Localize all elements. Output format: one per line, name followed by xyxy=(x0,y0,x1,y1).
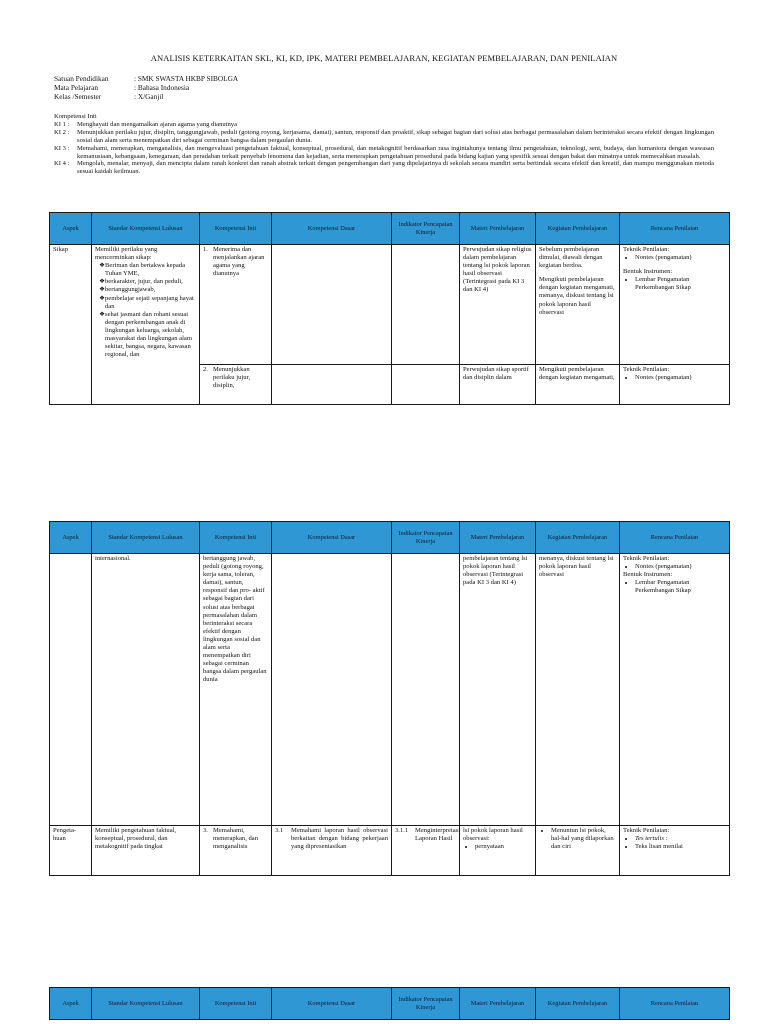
col-header-materi: Materi Pembelajaran xyxy=(460,988,536,1020)
cell-kegiatan: menanya, diskusi tentang lsi pokok laporan hasil observasi xyxy=(536,554,620,826)
col-header-ki: Kompetensi Inti xyxy=(200,213,272,245)
col-header-ipk: Indikator Pencapaian Kinerja xyxy=(392,213,460,245)
col-header-kegiatan: Kegiatan Pembelajaran xyxy=(536,213,620,245)
cell-kd xyxy=(272,365,392,405)
penilaian-list xyxy=(623,563,726,571)
ki-code: KI 2 : xyxy=(54,128,70,136)
col-header-skl: Standar Kompetensi Lulusan xyxy=(92,522,200,554)
col-header-aspek: Aspek xyxy=(50,988,92,1020)
cell-aspek: Sikap xyxy=(50,245,92,405)
ki-row xyxy=(54,129,714,145)
meta-label: Kelas /Semester xyxy=(54,92,102,101)
list-item: • pernyataan xyxy=(475,843,532,851)
meta-label: Satuan Pendidikan xyxy=(54,74,109,83)
list-item: • Menuntun lsi pokok, hal-hal yang dilaporkan dan ciri xyxy=(551,827,616,851)
col-header-ipk: Indikator Pencapaian Kinerja xyxy=(392,988,460,1020)
list-item: ❖ berkarakter, jujur, dan peduli, xyxy=(105,278,196,286)
ki-code: KI 1 : xyxy=(54,120,70,128)
ki-text: Menghayati dan mengamalkan ajaran agama yang dianutnya xyxy=(77,120,238,128)
penilaian-label: Teknik Penilaian: xyxy=(623,555,670,562)
cell-kd xyxy=(272,826,392,876)
cell-materi xyxy=(460,826,536,876)
col-header-aspek: Aspek xyxy=(50,522,92,554)
list-item: ❖ Beriman dan bertakwa kepada Tuhan YME, xyxy=(105,262,196,278)
ki-text: Menunjukkan perilaku jujur, disiplin, tanggungjawab, peduli (gotong royong, kerjasama, damai), santun, responsif dan proaktif, sikap sebagai bagian dari solusi atas berbagai permasalahan dalam berinteraksi secara efektif dengan lingkungan sosial dan alam serta menempatkan diri sebagai cerminan bangsa dalam pergaulan dunia. xyxy=(77,128,714,144)
table-row xyxy=(50,245,730,365)
col-header-penilaian: Rencana Penilaian xyxy=(620,213,730,245)
table-row xyxy=(50,826,730,876)
list-item: • Lembar Pengamatan Perkembangan Sikap xyxy=(635,276,726,292)
list-item: • Nontes (pengamatan) xyxy=(635,563,726,571)
penilaian-label: Bentuk Instrumen: xyxy=(623,571,673,579)
materi-list xyxy=(463,843,532,851)
list-item: ❖ bertanggungjawab, xyxy=(105,286,196,294)
cell-aspek: Pengeta-huan xyxy=(50,826,92,876)
table-header-row xyxy=(50,988,730,1020)
ki-heading: Kompetensi Inti xyxy=(54,113,97,120)
table-header-row xyxy=(50,522,730,554)
ki-row xyxy=(54,160,714,176)
ki-code: KI 4 : xyxy=(54,160,70,168)
cell-skl: internasional. xyxy=(92,554,200,826)
cell-kd xyxy=(272,245,392,365)
cell-ipk xyxy=(392,245,460,365)
penilaian-list xyxy=(623,835,726,851)
col-header-kegiatan: Kegiatan Pembelajaran xyxy=(536,988,620,1020)
meta-row xyxy=(54,83,238,92)
meta-row xyxy=(54,92,238,101)
col-header-materi: Materi Pembelajaran xyxy=(460,522,536,554)
meta-value: : X/Ganjil xyxy=(134,92,164,101)
cell-ki xyxy=(200,245,272,365)
penilaian-list xyxy=(623,374,726,382)
penilaian-label: Teknik Penilaian: xyxy=(623,827,670,834)
ki-text: Memahami, menerapkan, dan menganalisis xyxy=(213,827,259,851)
table-header-row xyxy=(50,213,730,245)
skl-intro: Memiliki perilaku yang mencerminkan sikap: xyxy=(95,246,158,262)
ki-code: KI 3 : xyxy=(54,144,70,152)
cell-ipk xyxy=(392,365,460,405)
col-header-penilaian: Rencana Penilaian xyxy=(620,988,730,1020)
col-header-kegiatan: Kegiatan Pembelajaran xyxy=(536,522,620,554)
list-item: • Lembar Pengamatan Perkembangan Sikap xyxy=(635,579,726,595)
col-header-skl: Standar Kompetensi Lulusan xyxy=(92,988,200,1020)
cell-ki xyxy=(200,826,272,876)
meta-label: Mata Pelajaran xyxy=(54,83,98,92)
cell-materi: Perwujudan sikap religius dalam pembelajaran tentang lsi pokok laporan hasil observasi (Terintegrasi pada KI 3 dan KI 4) xyxy=(460,245,536,365)
ki-text: Menunjukkan perilaku jujur, disiplin, xyxy=(213,366,251,390)
cell-penilaian xyxy=(620,245,730,365)
penilaian-label: Teknik Penilaian: xyxy=(623,246,670,253)
ki-number: 3. xyxy=(203,827,208,834)
col-header-ipk: Indikator Pencapaian Kinerja xyxy=(392,522,460,554)
list-item: ❖ sehat jasmani dan rohani sesuai dengan perkembangan anak di lingkungan keluarga, sekolah, masyarakat dan lingkungan alam sekitar, bangsa, negara, kawasan regional, dan xyxy=(105,311,196,360)
materi-text: lsi pokok laporan hasil observasi: xyxy=(463,827,523,843)
ki-number: 1. xyxy=(203,246,208,253)
ki-text: Menerima dan menjalankan ajaran agama yang dianutnya xyxy=(213,246,265,278)
ipk-number: 3.1.1 xyxy=(395,827,409,834)
col-header-materi: Materi Pembelajaran xyxy=(460,213,536,245)
cell-kegiatan: Mengikuti pembelajaran dengan kegiatan mengamati, xyxy=(536,365,620,405)
meta-value: : Bahasa Indonesia xyxy=(134,83,190,92)
col-header-kd: Kompetensi Dasar xyxy=(272,213,392,245)
cell-kegiatan xyxy=(536,826,620,876)
kegiatan-text: Mengikuti pembelajaran dengan kegiatan mengamati, menanya, diskusi tentang lsi pokok laporan hasil observasi xyxy=(539,276,615,316)
cell-materi: pembelajaran tentang lsi pokok laporan hasil observasi (Terintegrasi pada KI 3 dan KI 4) xyxy=(460,554,536,826)
cell-ipk xyxy=(392,826,460,876)
col-header-aspek: Aspek xyxy=(50,213,92,245)
cell-penilaian xyxy=(620,826,730,876)
kd-number: 3.1 xyxy=(275,827,284,834)
penilaian-list xyxy=(623,254,726,262)
analysis-table-2 xyxy=(49,521,730,876)
analysis-table-1 xyxy=(49,212,730,405)
cell-ipk xyxy=(392,554,460,826)
ki-text: bertanggung jawab, peduli (gotong royong, kerja sama, toleran, damai), santun, responsif dan pro- aktif sebagai bagian dari solusi atas berbagai permasalahan dalam berinteraksi secara efektif dengan lingkungan sosial dan alam serta menempatkan diri sebagai cerminan bangsa dalam pergaulan dunia xyxy=(203,555,267,684)
meta-block xyxy=(54,74,238,101)
ki-text: Mengolah, menalar, menyaji, dan mencipta dalam ranah konkret dan ranah abstrak terkait dengan pengembangan dari yang dipelajarinya di sekolah secara mandiri serta bertindak secara efektif dan kreatif, dan mampu menggunakan metoda sesuai kaidah keilmuan. xyxy=(77,160,714,176)
kegiatan-text: Sebelum pembelajaran dimulai, diawali dengan kegiatan berdoa. xyxy=(539,246,603,270)
kegiatan-list xyxy=(539,827,616,851)
ipk-text: Menginterpretasi Laporan Hasil xyxy=(415,827,461,843)
kd-text: Memahami laporan hasil observasi berkaitan dengan bidang pekerjaan yang dipresentasikan xyxy=(291,827,388,851)
list-item: • Teks lisan menilai xyxy=(635,843,726,851)
cell-penilaian xyxy=(620,554,730,826)
col-header-kd: Kompetensi Dasar xyxy=(272,988,392,1020)
skl-list xyxy=(95,262,196,359)
meta-value: : SMK SWASTA HKBP SIBOLGA xyxy=(134,74,239,83)
cell-penilaian xyxy=(620,365,730,405)
col-header-ki: Kompetensi Inti xyxy=(200,522,272,554)
col-header-kd: Kompetensi Dasar xyxy=(272,522,392,554)
meta-row xyxy=(54,74,238,83)
cell-skl xyxy=(92,245,200,405)
cell-ki xyxy=(200,365,272,405)
penilaian-list xyxy=(623,276,726,292)
cell-kd xyxy=(272,554,392,826)
ki-row xyxy=(54,121,714,129)
col-header-penilaian: Rencana Penilaian xyxy=(620,522,730,554)
ki-number: 2. xyxy=(203,366,208,373)
cell-aspek xyxy=(50,554,92,826)
cell-kegiatan xyxy=(536,245,620,365)
list-item: • Nontes (pengamatan) xyxy=(635,374,726,382)
penilaian-list xyxy=(623,579,726,595)
col-header-ki: Kompetensi Inti xyxy=(200,988,272,1020)
col-header-skl: Standar Kompetensi Lulusan xyxy=(92,213,200,245)
cell-ki xyxy=(200,554,272,826)
doc-title: ANALISIS KETERKAITAN SKL, KI, KD, IPK, MATERI PEMBELAJARAN, KEGIATAN PEMBELAJARAN, DAN PENILAIAN xyxy=(150,53,618,63)
penilaian-label: Teknik Penilaian: xyxy=(623,366,670,373)
ki-block xyxy=(54,113,714,176)
cell-materi: Perwujudan sikap sportif dan disiplin dalam xyxy=(460,365,536,405)
list-item: • Nontes (pengamatan) xyxy=(635,254,726,262)
analysis-table-3 xyxy=(49,987,730,1020)
ki-row xyxy=(54,145,714,161)
list-item: ❖ pembelajar sejati sepanjang hayat dan xyxy=(105,295,196,311)
list-item: • Tes tertulis : xyxy=(635,835,726,843)
ki-text: Memahami, menerapkan, menganalisis, dan mengevaluasi pengetahuan faktual, konseptual, prosedural, dan metakognitif berdasarkan rasa ingintahunya tentang ilmu pengetahuan, teknologi, seni, budaya, dan humaniora dengan wawasan kemanusiaan, kebangsaan, kenegaraan, dan peradaban terkait penyebab fenomena dan kejadian, serta menerapkan pengetahuan prosedural pada bidang kajian yang spesifik sesuai dengan bakat dan minatnya untuk memecahkan masalah. xyxy=(77,144,714,160)
penilaian-label: Bentuk Instrumen: xyxy=(623,268,673,276)
cell-skl: Memiliki pengetahuan faktual, konseptual, prosedural, dan metakognitif pada tingkat xyxy=(92,826,200,876)
table-row xyxy=(50,554,730,826)
